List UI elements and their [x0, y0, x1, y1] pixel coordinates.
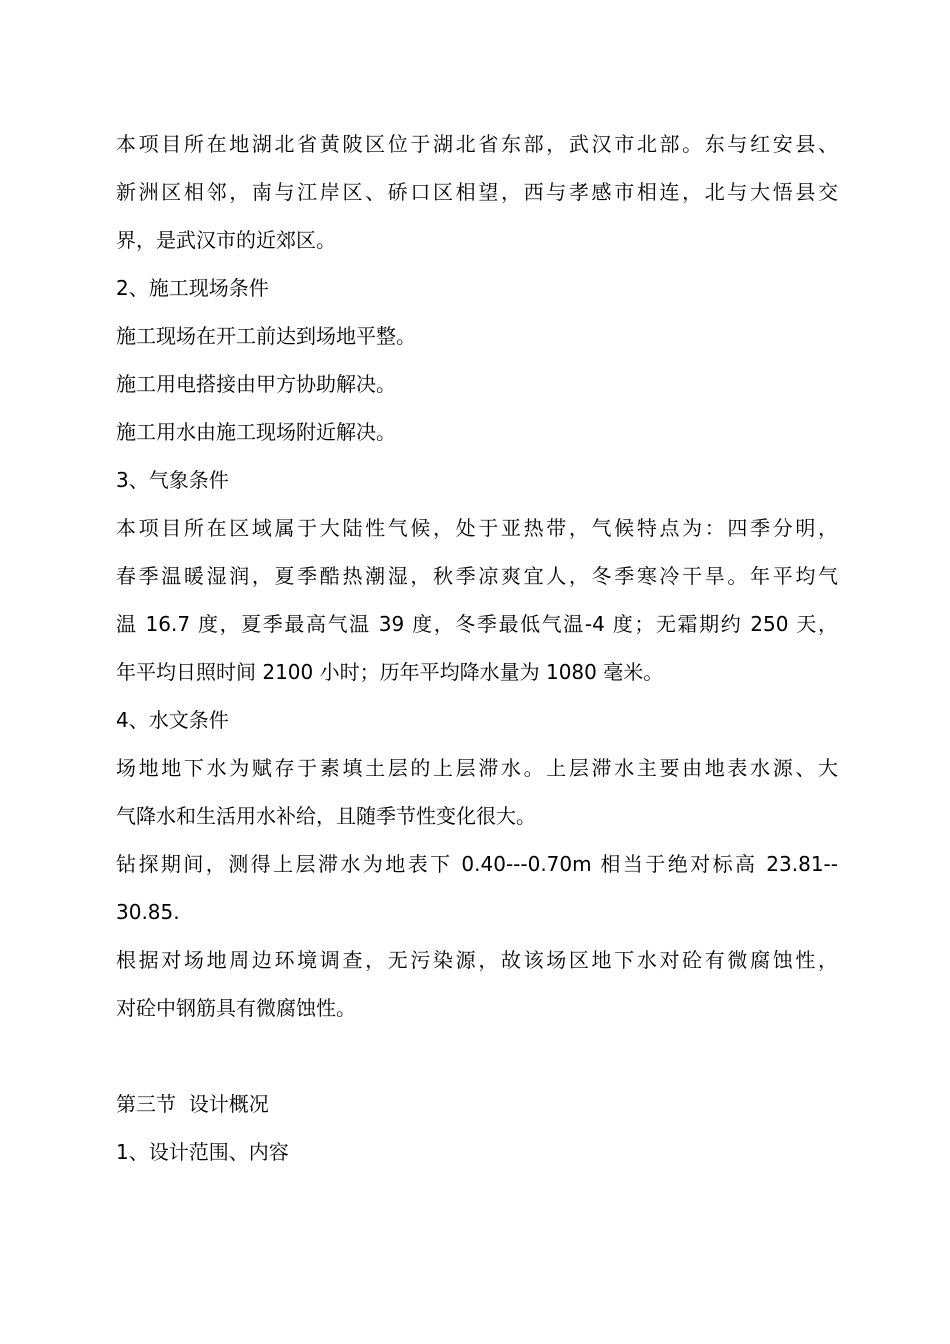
paragraph-line: 本项目所在区域属于大陆性气候，处于亚热带，气候特点为：四季分明，: [116, 516, 838, 540]
paragraph-line: 钻探期间，测得上层滞水为地表下 0.40---0.70m 相当于绝对标高 23.81--: [116, 852, 838, 876]
paragraph-line: 30.85.: [116, 900, 180, 924]
paragraph-line: 本项目所在地湖北省黄陂区位于湖北省东部，武汉市北部。东与红安县、: [116, 132, 838, 156]
paragraph-line: 年平均日照时间 2100 小时；历年平均降水量为 1080 毫米。: [116, 660, 664, 684]
paragraph-line: 界，是武汉市的近郊区。: [116, 228, 336, 252]
heading-weather-conditions: 3、气象条件: [116, 468, 229, 492]
paragraph-line: 施工现场在开工前达到场地平整。: [116, 324, 416, 348]
paragraph-line: 施工用电搭接由甲方协助解决。: [116, 372, 396, 396]
paragraph-line: 温 16.7 度，夏季最高气温 39 度，冬季最低气温-4 度；无霜期约 250 天，: [116, 612, 838, 636]
paragraph-line: 根据对场地周边环境调查，无污染源，故该场区地下水对砼有微腐蚀性，: [116, 948, 838, 972]
document-page: [116, 132, 838, 1164]
heading-site-conditions: 2、施工现场条件: [116, 276, 269, 300]
heading-design-scope: 1、设计范围、内容: [116, 1140, 289, 1164]
paragraph-line: 春季温暖湿润，夏季酷热潮湿，秋季凉爽宜人，冬季寒冷干旱。年平均气: [116, 564, 838, 588]
paragraph-line: 施工用水由施工现场附近解决。: [116, 420, 396, 444]
paragraph-line: 新洲区相邻，南与江岸区、硚口区相望，西与孝感市相连，北与大悟县交: [116, 180, 838, 204]
paragraph-line: 场地地下水为赋存于素填土层的上层滞水。上层滞水主要由地表水源、大: [116, 756, 838, 780]
paragraph-line: 对砼中钢筋具有微腐蚀性。: [116, 996, 356, 1020]
section-title: 第三节 设计概况: [116, 1092, 269, 1116]
heading-hydrology-conditions: 4、水文条件: [116, 708, 229, 732]
paragraph-line: 气降水和生活用水补给，且随季节性变化很大。: [116, 804, 536, 828]
